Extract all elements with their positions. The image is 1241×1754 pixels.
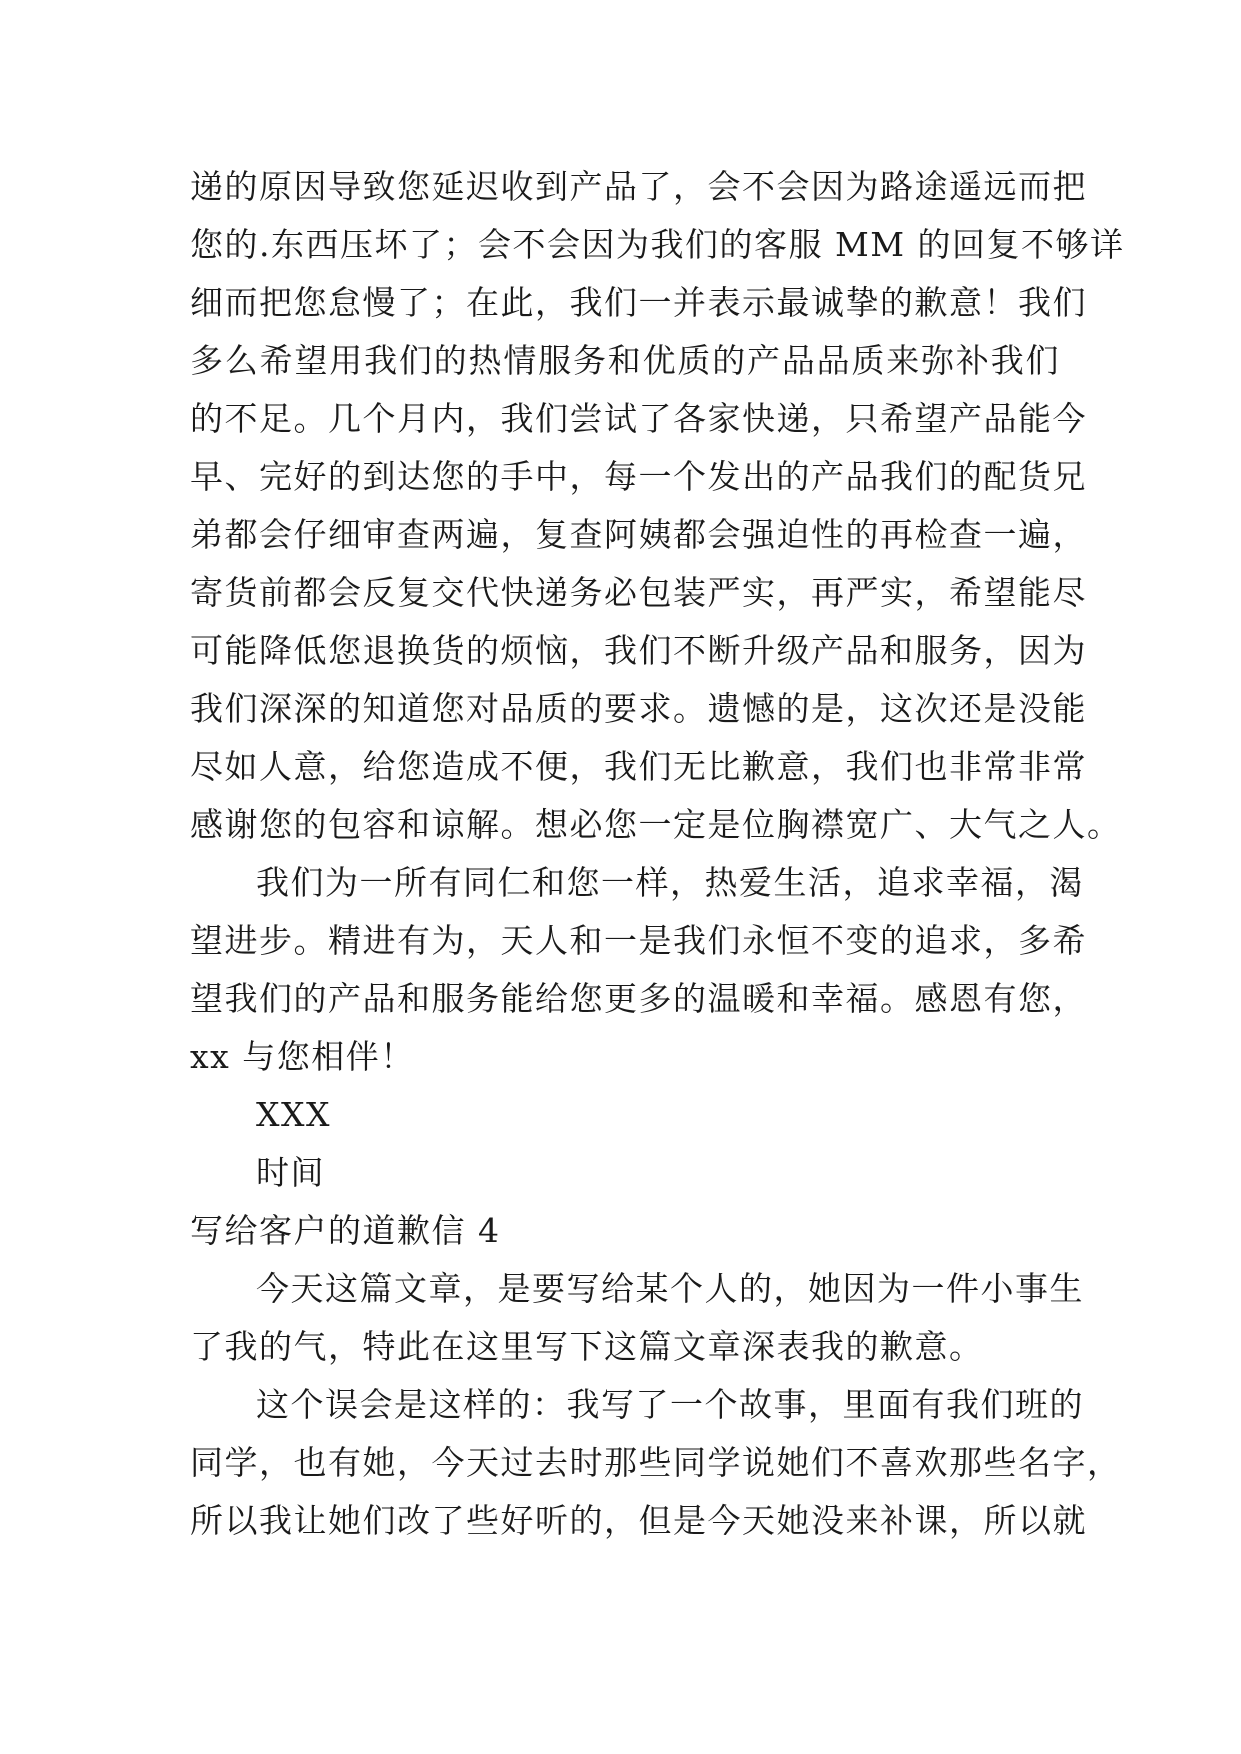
text-line: 望进步。精进有为，天人和一是我们永恒不变的追求，多希 bbox=[190, 921, 1087, 960]
signature-name: XXX bbox=[256, 1095, 331, 1134]
text-line: 尽如人意，给您造成不便，我们无比歉意，我们也非常非常 bbox=[190, 747, 1087, 786]
text-line: 这个误会是这样的：我写了一个故事，里面有我们班的 bbox=[256, 1385, 1084, 1424]
document-page bbox=[190, 158, 1125, 1550]
paragraph bbox=[190, 854, 1087, 1086]
signature-date: 时间 bbox=[256, 1153, 325, 1192]
text-line: 同学，也有她，今天过去时那些同学说她们不喜欢那些名字， bbox=[190, 1443, 1122, 1482]
paragraph bbox=[190, 158, 1125, 854]
text-line: 望我们的产品和服务能给您更多的温暖和幸福。感恩有您， bbox=[190, 979, 1087, 1018]
text-line: 弟都会仔细审查两遍，复查阿姨都会强迫性的再检查一遍， bbox=[190, 515, 1087, 554]
text-line: 今天这篇文章，是要写给某个人的，她因为一件小事生 bbox=[256, 1269, 1084, 1308]
text-line: 感谢您的包容和谅解。想必您一定是位胸襟宽广、大气之人。 bbox=[190, 805, 1122, 844]
text-line: 寄货前都会反复交代快递务必包装严实，再严实，希望能尽 bbox=[190, 573, 1087, 612]
text-line: 早、完好的到达您的手中，每一个发出的产品我们的配货兄 bbox=[190, 457, 1087, 496]
text-line: 了我的气，特此在这里写下这篇文章深表我的歉意。 bbox=[190, 1327, 984, 1366]
text-line: xx 与您相伴！ bbox=[190, 1037, 415, 1076]
section-heading: 写给客户的道歉信 4 bbox=[190, 1211, 501, 1250]
paragraph bbox=[190, 1260, 1084, 1376]
text-line: 多么希望用我们的热情服务和优质的产品品质来弥补我们 bbox=[190, 341, 1060, 380]
text-line: 的不足。几个月内，我们尝试了各家快递，只希望产品能今 bbox=[190, 399, 1087, 438]
text-line: 可能降低您退换货的烦恼，我们不断升级产品和服务，因为 bbox=[190, 631, 1087, 670]
paragraph bbox=[190, 1376, 1122, 1550]
text-line: 所以我让她们改了些好听的，但是今天她没来补课，所以就 bbox=[190, 1501, 1087, 1540]
text-line: 我们深深的知道您对品质的要求。遗憾的是，这次还是没能 bbox=[190, 689, 1087, 728]
text-line: 您的.东西压坏了；会不会因为我们的客服 MM 的回复不够详 bbox=[190, 225, 1125, 264]
text-line: 细而把您怠慢了；在此，我们一并表示最诚挚的歉意！我们 bbox=[190, 283, 1087, 322]
text-line: 递的原因导致您延迟收到产品了，会不会因为路途遥远而把 bbox=[190, 167, 1087, 206]
text-line: 我们为一所有同仁和您一样，热爱生活，追求幸福，渴 bbox=[256, 863, 1084, 902]
signature-block bbox=[190, 1086, 1060, 1202]
